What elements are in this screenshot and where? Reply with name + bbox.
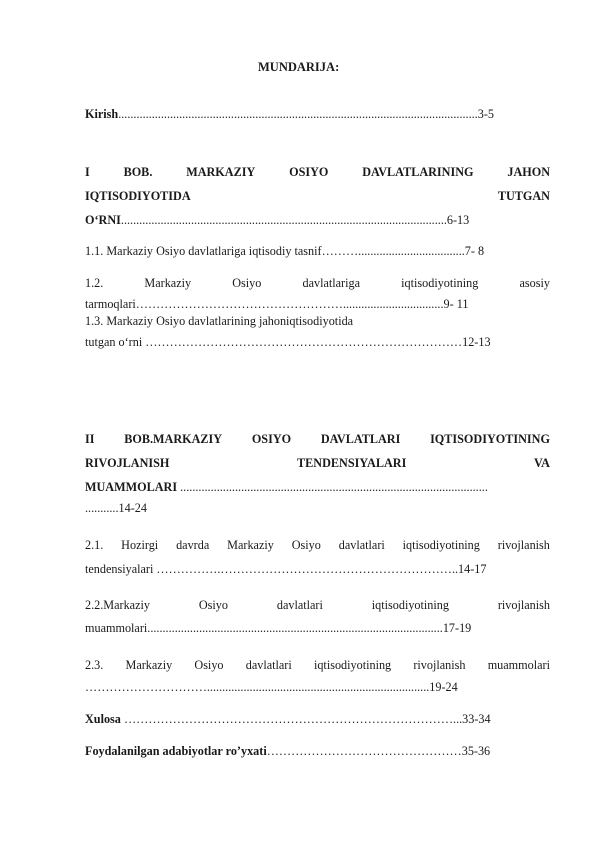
toc-chapter1-line2	[85, 189, 550, 205]
word: rivojlanish	[497, 598, 550, 612]
toc-leader-page: ......................................................................................................................3-5	[118, 107, 494, 121]
word: II	[85, 432, 95, 446]
toc-section-1-3-line1[interactable]: 1.3. Markaziy Osiyo davlatlarining jahoniqtisodiyotida	[85, 314, 354, 328]
toc-chapter2-line4: ...........14-24	[85, 501, 147, 515]
word: asosiy	[519, 276, 550, 290]
word: iqtisodiyotining	[401, 276, 479, 290]
word: iqtisodiyotining	[313, 658, 392, 672]
toc-section-1-3-line2: tutgan o‘rni ……………………………………………………………………12-13	[85, 335, 491, 349]
word: VA	[533, 456, 550, 470]
word: DAVLATLARINING	[362, 165, 474, 179]
toc-section-2-3-line2: ………………………….........................................................................19-24	[85, 680, 458, 694]
word: muammolari	[487, 658, 550, 672]
toc-entry-label: O‘RNI	[85, 213, 121, 227]
toc-section-2-1-line1[interactable]	[85, 538, 550, 554]
word: davrda	[176, 538, 210, 552]
word: BOB.MARKAZIY	[124, 432, 223, 446]
toc-entry-xulosa[interactable]	[85, 712, 550, 728]
word: Osiyo	[291, 538, 321, 552]
toc-entry-references[interactable]	[85, 744, 550, 760]
word: rivojlanish	[413, 658, 466, 672]
toc-leader-page: …………………………………………35-36	[266, 744, 491, 758]
word: 2.2.Markaziy	[85, 598, 150, 612]
word: JAHON	[507, 165, 550, 179]
toc-entry-label: Foydalanilgan adabiyotlar ro’yxati	[85, 744, 267, 758]
toc-chapter1-line1[interactable]	[85, 165, 550, 181]
word: OSIYO	[289, 165, 329, 179]
word: Markaziy	[144, 276, 192, 290]
word: davlatlari	[276, 598, 323, 612]
toc-entry-label: Kirish	[85, 107, 119, 121]
word: I	[85, 165, 90, 179]
toc-leader: .....................................................................................................	[177, 480, 488, 494]
word: iqtisodiyotining	[371, 598, 449, 612]
word: RIVOJLANISH	[85, 456, 170, 470]
word: Markaziy	[125, 658, 173, 672]
toc-chapter1-line3	[85, 213, 550, 229]
toc-section-1-2-line1[interactable]	[85, 276, 550, 292]
toc-entry-label: MUAMMOLARI	[85, 480, 178, 494]
word: DAVLATLARI	[320, 432, 401, 446]
word: Osiyo	[232, 276, 262, 290]
word: 1.2.	[85, 276, 104, 290]
word: MARKAZIY	[186, 165, 256, 179]
toc-chapter2-line3	[85, 480, 550, 496]
toc-chapter2-line2	[85, 456, 550, 472]
word: IQTISODIYOTIDA	[85, 189, 191, 203]
word: Markaziy	[227, 538, 274, 552]
toc-section-2-2-line1[interactable]	[85, 598, 550, 614]
word: TUTGAN	[497, 189, 550, 203]
toc-section-1-2-line2: tarmoqlari…………………………………………….................................9- 11	[85, 297, 469, 311]
word: davlatlari	[245, 658, 292, 672]
toc-entry-kirish[interactable]	[85, 107, 550, 123]
toc-section-2-2-line2: muammolari.................................................................................................17-19	[85, 621, 472, 635]
toc-leader-page: ...........................................................................................................6-13	[120, 213, 470, 227]
word: BOB.	[123, 165, 153, 179]
toc-leader-page: ………………………………………………………………………...33-34	[120, 712, 491, 726]
word: 2.3.	[85, 658, 104, 672]
word: davlatlariga	[302, 276, 361, 290]
word: davlatlari	[338, 538, 385, 552]
word: IQTISODIYOTINING	[430, 432, 550, 446]
word: Osiyo	[198, 598, 228, 612]
word: TENDENSIYALARI	[297, 456, 407, 470]
word: rivojlanish	[497, 538, 550, 552]
word: OSIYO	[251, 432, 292, 446]
word: Hozirgi	[121, 538, 159, 552]
word: Osiyo	[194, 658, 224, 672]
word: 2.1.	[85, 538, 104, 552]
toc-section-2-1-line2: tendensiyalari …………….…………………………………………………..14-17	[85, 562, 487, 576]
word: iqtisodiyotining	[402, 538, 480, 552]
toc-entry-label: Xulosa	[85, 712, 121, 726]
toc-section-1-1[interactable]: 1.1. Markaziy Osiyo davlatlariga iqtisodiy tasnif………...................................7- 8	[85, 244, 485, 258]
toc-section-2-3-line1[interactable]	[85, 658, 550, 674]
toc-title: MUNDARIJA:	[258, 60, 340, 74]
toc-chapter2-line1[interactable]	[85, 432, 550, 448]
